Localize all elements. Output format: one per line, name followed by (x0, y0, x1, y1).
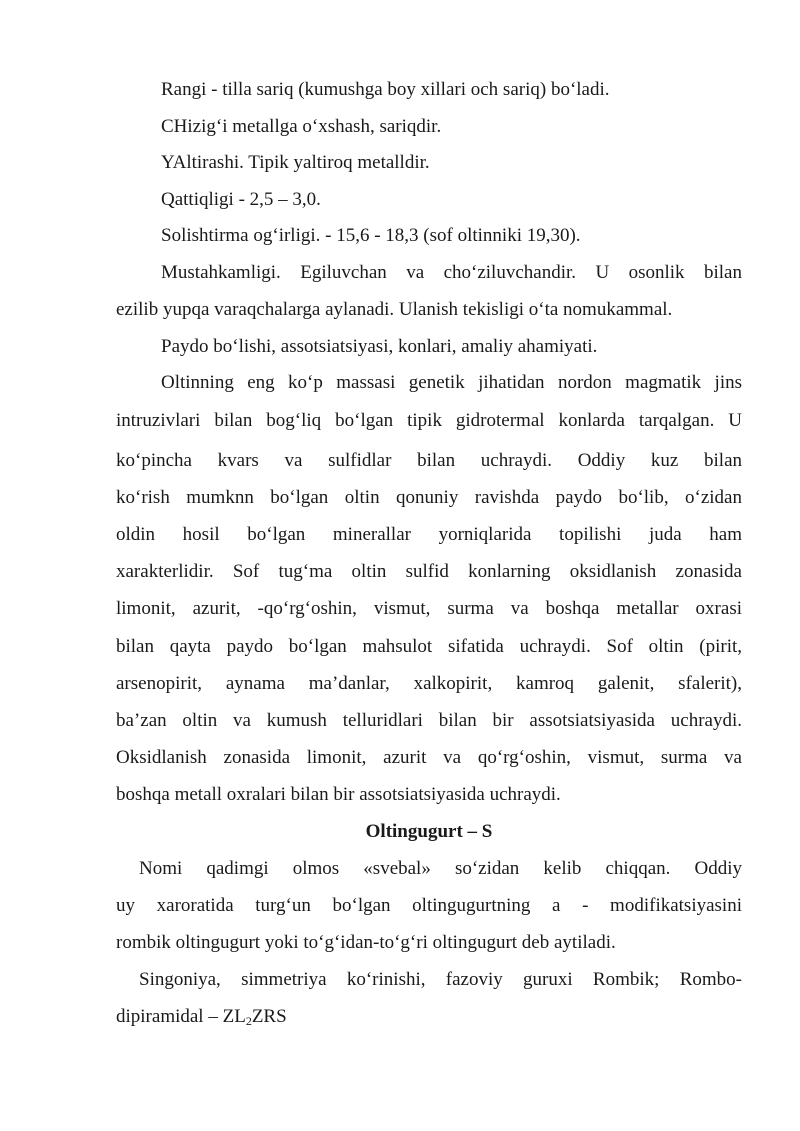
text-line: ko‘pincha kvars va sulfidlar bilan uchraydi. Oddiy kuz bilan (116, 450, 742, 471)
formula-suffix: ZRS (251, 1006, 287, 1027)
section-heading: Oltingugurt – S (365, 821, 493, 842)
formula-subscript: 2 (245, 1014, 252, 1028)
text-line: Oksidlanish zonasida limonit, azurit va qo‘rg‘oshin, vismut, surma va (116, 747, 742, 768)
text-line: Mustahkamligi. Egiluvchan va cho‘ziluvchandir. U osonlik bilan (161, 262, 742, 283)
formula-prefix: dipiramidal – ZL (116, 1006, 246, 1027)
text-line: Rangi - tilla sariq (kumushga boy xillari och sariq) bo‘ladi. (161, 79, 610, 100)
text-line: intruzivlari bilan bog‘liq bo‘lgan tipik gidrotermal konlarda tarqalgan. U (116, 410, 742, 431)
text-line: xarakterlidir. Sof tug‘ma oltin sulfid konlarning oksidlanish zonasida (116, 561, 742, 582)
text-line: Qattiqligi - 2,5 – 3,0. (161, 189, 321, 210)
text-line: boshqa metall oxralari bilan bir assotsiatsiyasida uchraydi. (116, 784, 561, 805)
text-line: CHizig‘i metallga o‘xshash, sariqdir. (161, 116, 442, 137)
text-line: Nomi qadimgi olmos «svebal» so‘zidan kelib chiqqan. Oddiy (139, 858, 742, 879)
text-line: rombik oltingugurt yoki to‘g‘idan-to‘g‘ri oltingugurt deb aytiladi. (116, 932, 616, 953)
text-line: ezilib yupqa varaqchalarga aylanadi. Ulanish tekisligi o‘ta nomukammal. (116, 299, 673, 320)
text-line: Oltinning eng ko‘p massasi genetik jihatidan nordon magmatik jins (161, 372, 742, 393)
text-line: arsenopirit, aynama ma’danlar, xalkopirit, kamroq galenit, sfalerit), (116, 673, 742, 694)
text-line: oldin hosil bo‘lgan minerallar yorniqlarida topilishi juda ham (116, 524, 742, 545)
text-line: Singoniya, simmetriya ko‘rinishi, fazoviy guruxi Rombik; Rombo- (139, 969, 742, 990)
text-line: Solishtirma og‘irligi. - 15,6 - 18,3 (sof oltinniki 19,30). (161, 225, 581, 246)
formula-line (116, 1006, 742, 1028)
text-line: limonit, azurit, -qo‘rg‘oshin, vismut, surma va boshqa metallar oxrasi (116, 598, 742, 619)
text-line: Paydo bo‘lishi, assotsiatsiyasi, konlari, amaliy ahamiyati. (161, 336, 598, 357)
text-line: bilan qayta paydo bo‘lgan mahsulot sifatida uchraydi. Sof oltin (pirit, (116, 636, 742, 657)
text-line: ba’zan oltin va kumush telluridlari bilan bir assotsiatsiyasida uchraydi. (116, 710, 742, 731)
text-line: uy xaroratida turg‘un bo‘lgan oltingugurtning a - modifikatsiyasini (116, 895, 742, 916)
text-line: YAltirashi. Tipik yaltiroq metalldir. (161, 152, 430, 173)
text-line: ko‘rish mumknn bo‘lgan oltin qonuniy ravishda paydo bo‘lib, o‘zidan (116, 487, 742, 508)
